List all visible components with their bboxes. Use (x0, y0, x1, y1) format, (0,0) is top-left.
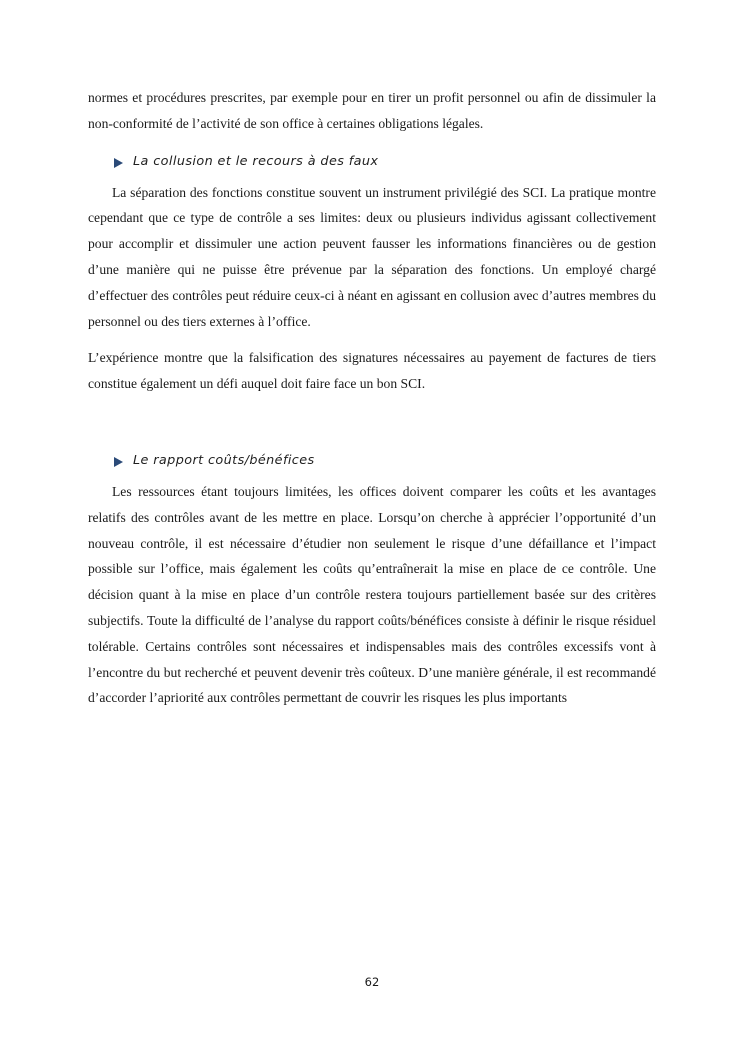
heading-collusion-text: La collusion et le recours à des faux (133, 154, 379, 170)
paragraph-experience: L’expérience montre que la falsification des signatures nécessaires au payement de factures de tiers constitue également un défi auquel doit faire face un bon SCI. (88, 350, 656, 392)
document-page (88, 85, 656, 711)
page-number: 62 (364, 975, 380, 989)
heading-rapport (114, 451, 656, 471)
triangle-bullet-icon (114, 158, 123, 168)
paragraph-intro: normes et procédures prescrites, par exemple pour en tirer un profit personnel ou afin de dissimuler la non-conformité de l’activité de son office à certaines obligations légales. (88, 90, 656, 131)
triangle-bullet-icon (114, 457, 123, 467)
heading-collusion (114, 152, 656, 172)
paragraph-separation: La séparation des fonctions constitue souvent un instrument privilégié des SCI. La pratique montre cependant que ce type de contrôle a ses limites: deux ou plusieurs individus agissant collectivement pour accomplir et dissimuler une action peuvent fausser les informations financières ou de gestion d’une manière qui ne puisse être prévenue par la séparation des fonctions. Un employé chargé d’effectuer des contrôles peut réduire ceux-ci à néant en agissant en collusion avec d’autres membres du personnel ou des tiers externes à l’office. (88, 184, 656, 329)
paragraph-ressources: Les ressources étant toujours limitées, les offices doivent comparer les coûts et les avantages relatifs des contrôles avant de les mettre en place. Lorsqu’on cherche à apprécier l’opportunité d’un nouveau contrôle, il est nécessaire d’étudier non seulement le risque d’une défaillance et l’impact possible sur l’office, mais également les coûts qu’entraînerait la mise en place de ce contrôle. Une décision quant à la mise en place d’un contrôle restera toujours partiellement basée sur des critères subjectifs. Toute la difficulté de l’analyse du rapport coûts/bénéfices consiste à définir le risque résiduel tolérable. Certains contrôles sont nécessaires et indispensables mais des contrôles excessifs vont à l’encontre du but recherché et peuvent devenir très coûteux. D’une manière générale, il est recommandé d’accorder l’apriorité aux contrôles permettant de couvrir les risques les plus importants (88, 483, 656, 706)
heading-rapport-text: Le rapport coûts/bénéfices (133, 453, 315, 469)
